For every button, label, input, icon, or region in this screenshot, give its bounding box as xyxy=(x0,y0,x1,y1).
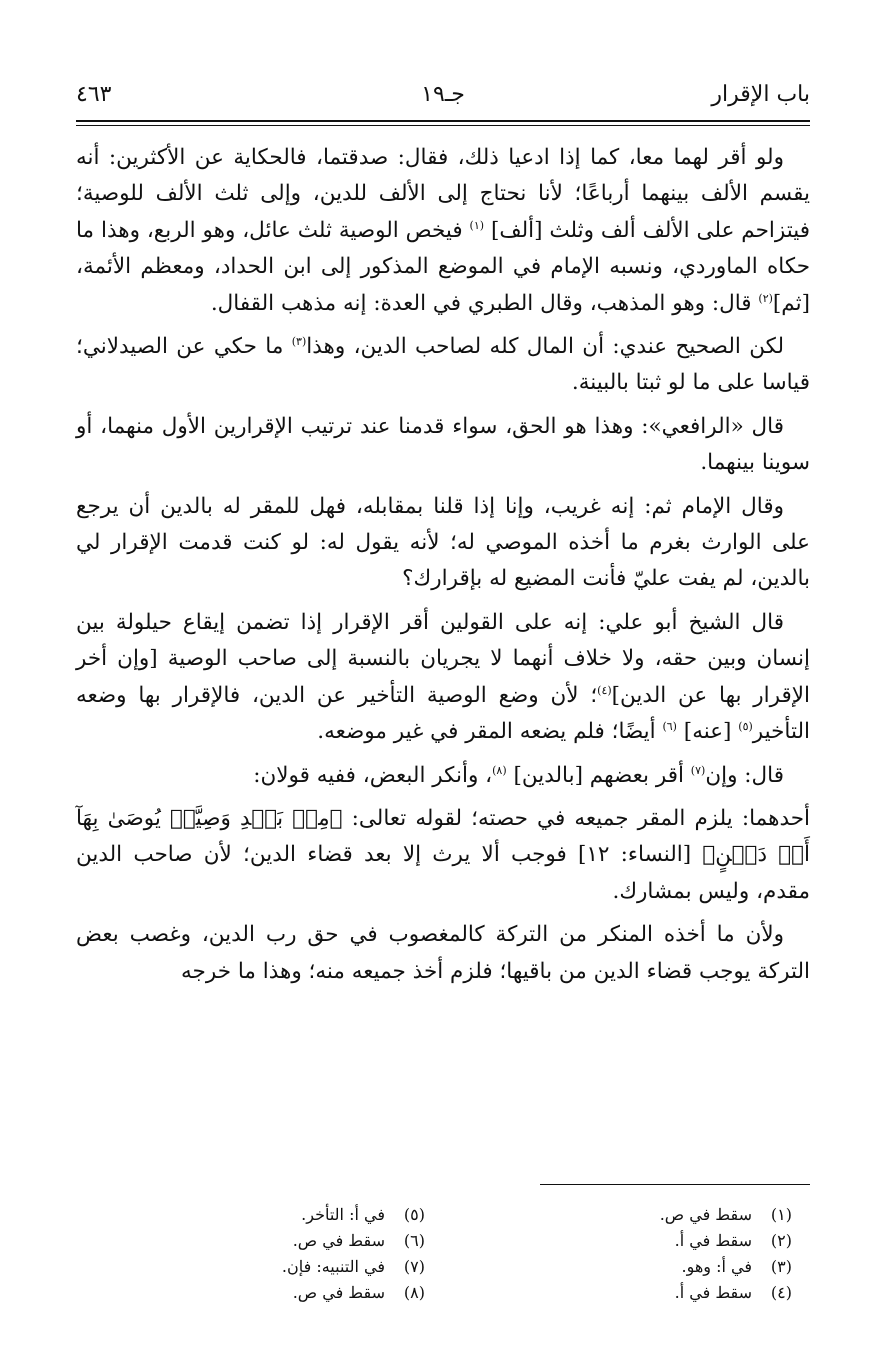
footnote-text: سقط في أ. xyxy=(674,1283,752,1302)
paragraph xyxy=(76,409,810,482)
header-rule-thick xyxy=(76,120,810,122)
paragraph xyxy=(76,329,810,402)
footnote xyxy=(443,1280,810,1306)
footnote-text: سقط في ص. xyxy=(292,1231,385,1250)
footnote-number: (٦) xyxy=(403,1231,425,1250)
footnote-text: سقط في أ. xyxy=(674,1231,752,1250)
footnote-text: سقط في ص. xyxy=(292,1283,385,1302)
footnotes xyxy=(76,1202,810,1306)
text-run: لكن الصحيح عندي: أن المال كله لصاحب الدين، وهذا xyxy=(306,334,785,360)
footnote-number: (٧) xyxy=(403,1257,425,1276)
chapter-title: باب الإقرار xyxy=(711,82,810,107)
volume-label: جـ١٩ xyxy=(421,82,465,107)
paragraph xyxy=(76,489,810,598)
main-text xyxy=(76,140,810,990)
footnote-marker: (٣) xyxy=(291,334,307,348)
paragraph xyxy=(76,801,810,910)
footnote-text: في التنبيه: فإن. xyxy=(281,1257,385,1276)
text-run: ، وأنكر البعض، ففيه قولان: xyxy=(253,762,493,788)
text-run: ؛ لأن وضع الوصية التأخير عن الدين، فالإقرار بها وضعه التأخير xyxy=(76,682,810,745)
footnote-marker: (٥) xyxy=(738,719,753,733)
paragraph xyxy=(76,917,810,990)
footnote-marker: (١) xyxy=(469,218,485,232)
text-run: قال الشيخ أبو علي: إنه على القولين أقر الإقرار إذا تضمن إيقاع حيلولة بين إنسان وبين حقه، ولا خلاف أنهما لا يجريان بالنسبة إلى صاحب الوصية [وإن أخر الإقرار بها عن الدين] xyxy=(76,609,810,708)
paragraph xyxy=(76,140,810,322)
footnote-marker: (٨) xyxy=(492,763,507,777)
text-run: فيخص الوصية ثلث عائل، وهو الربع، وهذا ما حكاه الماوردي، ونسبه الإمام في الموضع المذكور إلى ابن الحداد، ومعظم الأئمة، [ثم] xyxy=(76,217,810,316)
footnote-number: (٨) xyxy=(403,1283,425,1302)
footnote-marker: (٢) xyxy=(758,291,773,305)
footnotes-right-column xyxy=(443,1202,810,1306)
footnote xyxy=(76,1254,443,1280)
footnote-marker: (٦) xyxy=(662,719,677,733)
footnote-number: (٥) xyxy=(403,1205,425,1224)
text-run: أيضًا؛ فلم يضعه المقر في غير موضعه. xyxy=(317,719,663,745)
footnote-number: (٤) xyxy=(770,1283,792,1302)
footnote xyxy=(76,1202,443,1228)
text-run: ولو أقر لهما معا، كما إذا ادعيا ذلك، فقال: صدقتما، فالحكاية عن الأكثرين: أنه يقسم الألف بينهما أرباعًا؛ لأنا نحتاج إلى الألف للدين، وإلى ثلث الألف للوصية؛ فيتزاحم على الألف ألف وثلث [ألف] xyxy=(76,145,810,243)
footnote-text: سقط في ص. xyxy=(659,1205,752,1224)
footnotes-left-column xyxy=(76,1202,443,1306)
paragraph xyxy=(76,758,810,794)
text-run: قال «الرافعي»: وهذا هو الحق، سواء قدمنا عند ترتيب الإقرارين الأول منهما، أو سوينا بينهما. xyxy=(76,413,810,476)
page-number: ٤٦٣ xyxy=(76,82,112,107)
footnote xyxy=(443,1228,810,1254)
footnote-marker: (٧) xyxy=(690,763,706,777)
text-run: قال: وإن xyxy=(705,762,784,788)
footnote xyxy=(76,1228,443,1254)
footnote-text: في أ: وهو. xyxy=(681,1257,752,1276)
text-run: ما حكي عن الصيدلاني؛ قياسا على ما لو ثبتا بالبينة. xyxy=(76,334,810,396)
footnote-marker: (٤) xyxy=(597,683,612,697)
footnote-separator xyxy=(540,1184,810,1185)
header-rule-thin xyxy=(76,125,810,126)
text-run: أقر بعضهم [بالدين] xyxy=(506,762,691,788)
footnote-number: (٢) xyxy=(770,1231,792,1250)
footnote-number: (١) xyxy=(770,1205,792,1224)
text-run: ولأن ما أخذه المنكر من التركة كالمغصوب في حق رب الدين، وغصب بعض التركة يوجب قضاء الدين من باقيها؛ فلزم أخذ جميعه منه؛ وهذا ما خرجه xyxy=(76,922,810,984)
book-page xyxy=(76,78,810,1302)
footnote-number: (٣) xyxy=(770,1257,792,1276)
footnote-text: في أ: التأخر. xyxy=(301,1205,385,1224)
paragraph xyxy=(76,605,810,751)
footnote xyxy=(443,1202,810,1228)
text-run: أحدهما: يلزم المقر جميعه في حصته؛ لقوله تعالى: ﴿مِنۢ بَعۡدِ وَصِيَّةٖ يُوصَىٰ بِهَآ أَوۡ دَيۡنٍ﴾ [النساء: ١٢] فوجب ألا يرث إلا بعد قضاء الدين؛ لأن صاحب الدين مقدم، وليس بمشارك. xyxy=(76,805,810,904)
footnote xyxy=(76,1280,443,1306)
footnote xyxy=(443,1254,810,1280)
text-run: وقال الإمام ثم: إنه غريب، وإنا إذا قلنا بمقابله، فهل للمقر له بالدين أن يرجع على الوارث بغرم ما أخذه الموصي له؛ لأنه يقول له: لو كنت قدمت الإقرار لي بالدين، لم يفت عليّ فأنت المضيع له بإقرارك؟ xyxy=(76,493,810,592)
text-run: [عنه] xyxy=(676,719,739,745)
running-header xyxy=(76,78,810,122)
text-run: قال: وهو المذهب، وقال الطبري في العدة: إنه مذهب القفال. xyxy=(210,290,759,316)
